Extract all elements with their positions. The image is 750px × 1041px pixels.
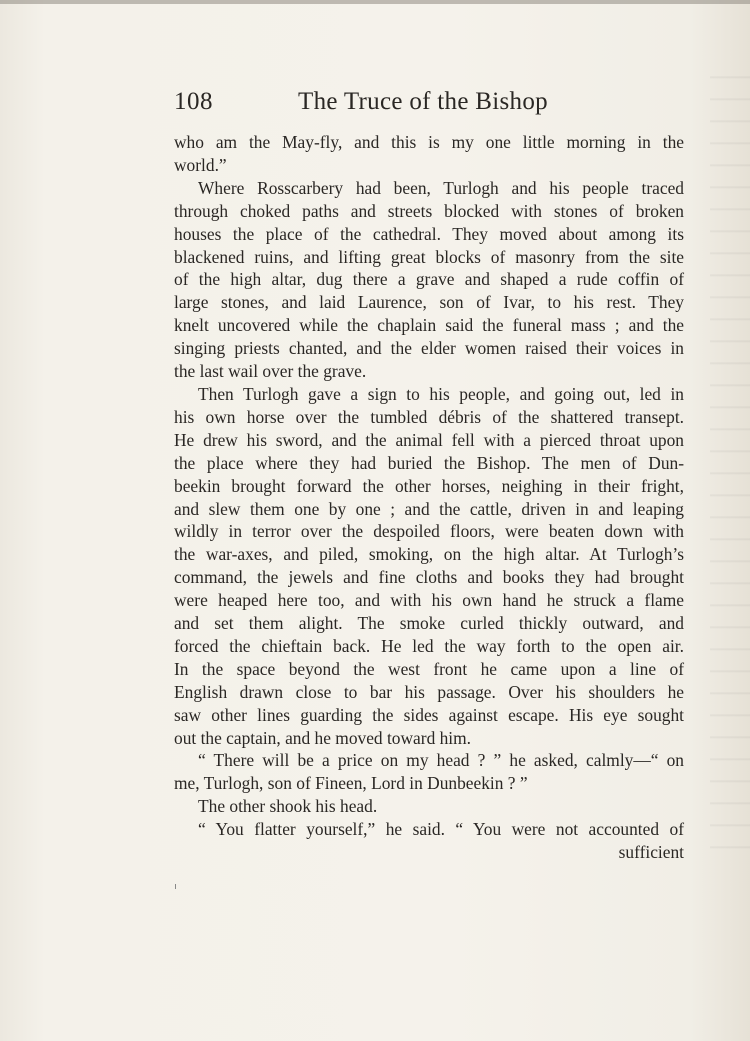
text-line: Then Turlogh gave a sign to his people, and going out, led in <box>198 383 684 404</box>
text-line: out the captain, and he moved toward him. <box>174 727 472 748</box>
text-line: who am the May-fly, and this is my one little morning in the <box>174 132 684 152</box>
text-line: and slew them one by one ; and the cattle, driven in and leaping <box>174 498 684 519</box>
text-line: In the space beyond the west front he came upon a line of <box>174 658 684 679</box>
paper-speck <box>175 884 176 889</box>
text-line: and set them alight. The smoke curled thickly outward, and <box>174 613 684 634</box>
running-title: The Truce of the Bishop <box>298 88 548 115</box>
body-text <box>174 131 684 864</box>
text-line: He drew his sword, and the animal fell with a pierced throat upon <box>174 429 684 450</box>
text-line: large stones, and laid Laurence, son of Ivar, to his rest. They <box>174 292 684 313</box>
text-line: singing priests chanted, and the elder women raised their voices in <box>174 338 684 359</box>
text-line: forced the chieftain back. He led the way forth to the open air. <box>174 635 684 656</box>
text-line: through choked paths and streets blocked with stones of broken <box>174 200 684 221</box>
text-line: the war-axes, and piled, smoking, on the high altar. At Turlogh’s <box>174 544 684 565</box>
text-line: saw other lines guarding the sides against escape. His eye sought <box>174 704 684 725</box>
text-line: wildly in terror over the despoiled floors, were beaten down with <box>174 521 684 542</box>
text-line: the place where they had buried the Bishop. The men of Dun- <box>174 452 684 473</box>
page-number: 108 <box>174 88 213 115</box>
text-line: of the high altar, dug there a grave and shaped a rude coffin of <box>174 269 684 290</box>
text-line: world.” <box>174 154 227 175</box>
text-line: me, Turlogh, son of Fineen, Lord in Dunbeekin ? ” <box>174 773 528 794</box>
text-line: knelt uncovered while the chaplain said the funeral mass ; and the <box>174 315 684 336</box>
text-line: beekin brought forward the other horses, neighing in their fright, <box>174 475 684 496</box>
text-line: “ You flatter yourself,” he said. “ You were not accounted of <box>198 819 684 840</box>
catchword: sufficient <box>618 842 684 863</box>
text-line: the last wail over the grave. <box>174 361 367 382</box>
text-line: Where Rosscarbery had been, Turlogh and his people traced <box>198 177 684 198</box>
text-line: “ There will be a price on my head ? ” he asked, calmly—“ on <box>198 750 684 771</box>
text-line: were heaped here too, and with his own hand he struck a flame <box>174 590 684 611</box>
page-top-edge <box>0 0 750 4</box>
show-through-bleed <box>710 60 750 860</box>
text-line: blackened ruins, and lifting great blocks of masonry from the site <box>174 246 684 267</box>
text-line: his own horse over the tumbled débris of the shattered transept. <box>174 406 684 427</box>
text-line: English drawn close to bar his passage. Over his shoulders he <box>174 681 684 702</box>
text-line: The other shook his head. <box>198 796 378 817</box>
text-line: command, the jewels and fine cloths and books they had brought <box>174 567 684 588</box>
running-header <box>174 88 686 124</box>
text-line: houses the place of the cathedral. They moved about among its <box>174 223 684 244</box>
